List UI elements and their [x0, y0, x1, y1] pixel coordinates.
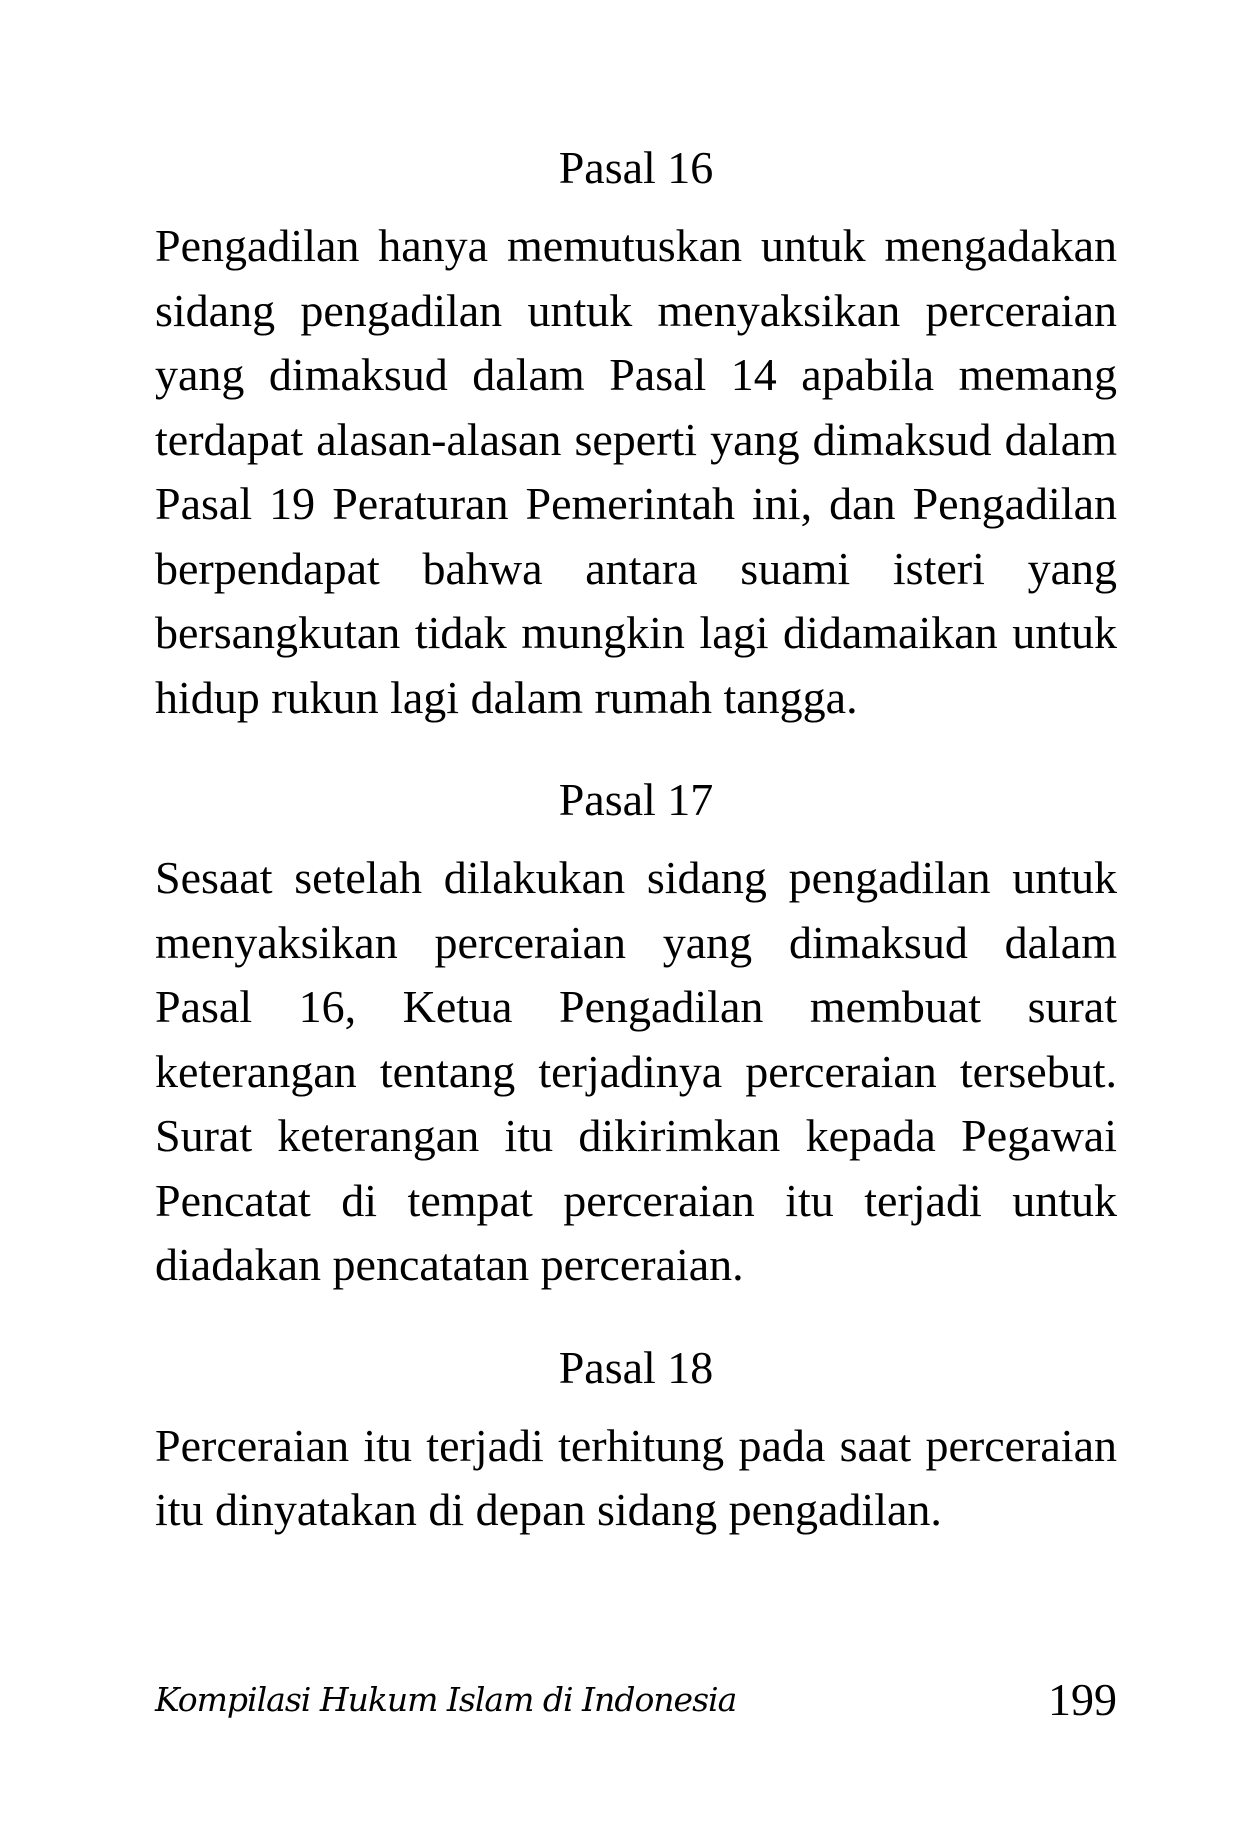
section-paragraph: Pengadilan hanya memutuskan untuk mengadakan sidang pengadilan untuk menyaksikan perceraian yang dimaksud dalam Pasal 14 apabila memang terdapat alasan-alasan seperti yang dimaksud dalam Pasal 19 Peraturan Pemerintah ini, dan Pengadilan berpendapat bahwa antara suami isteri yang bersangkutan tidak mungkin lagi didamaikan untuk hidup rukun lagi dalam rumah tangga.: [155, 220, 1117, 723]
section-heading: Pasal 16: [558, 142, 714, 193]
section-pasal-18: [155, 1338, 1117, 1543]
page-body: [155, 138, 1117, 1543]
section-paragraph: Perceraian itu terjadi terhitung pada saat perceraian itu dinyatakan di depan sidang pengadilan.: [155, 1419, 1117, 1535]
section-pasal-16: [155, 138, 1117, 730]
section-paragraph: Sesaat setelah dilakukan sidang pengadilan untuk menyaksikan perceraian yang dimaksud dalam Pasal 16, Ketua Pengadilan membuat surat keterangan tentang terjadinya perceraian tersebut. Surat keterangan itu dikirimkan kepada Pegawai Pencatat di tempat perceraian itu terjadi untuk diadakan pencatatan perceraian.: [155, 852, 1117, 1290]
page-number: 199: [1048, 1674, 1117, 1725]
section-heading: Pasal 18: [558, 1341, 714, 1393]
section-heading: Pasal 17: [558, 774, 714, 825]
section-pasal-17: [155, 770, 1117, 1298]
running-footer-title: Kompilasi Hukum Islam di Indonesia: [155, 1680, 737, 1719]
